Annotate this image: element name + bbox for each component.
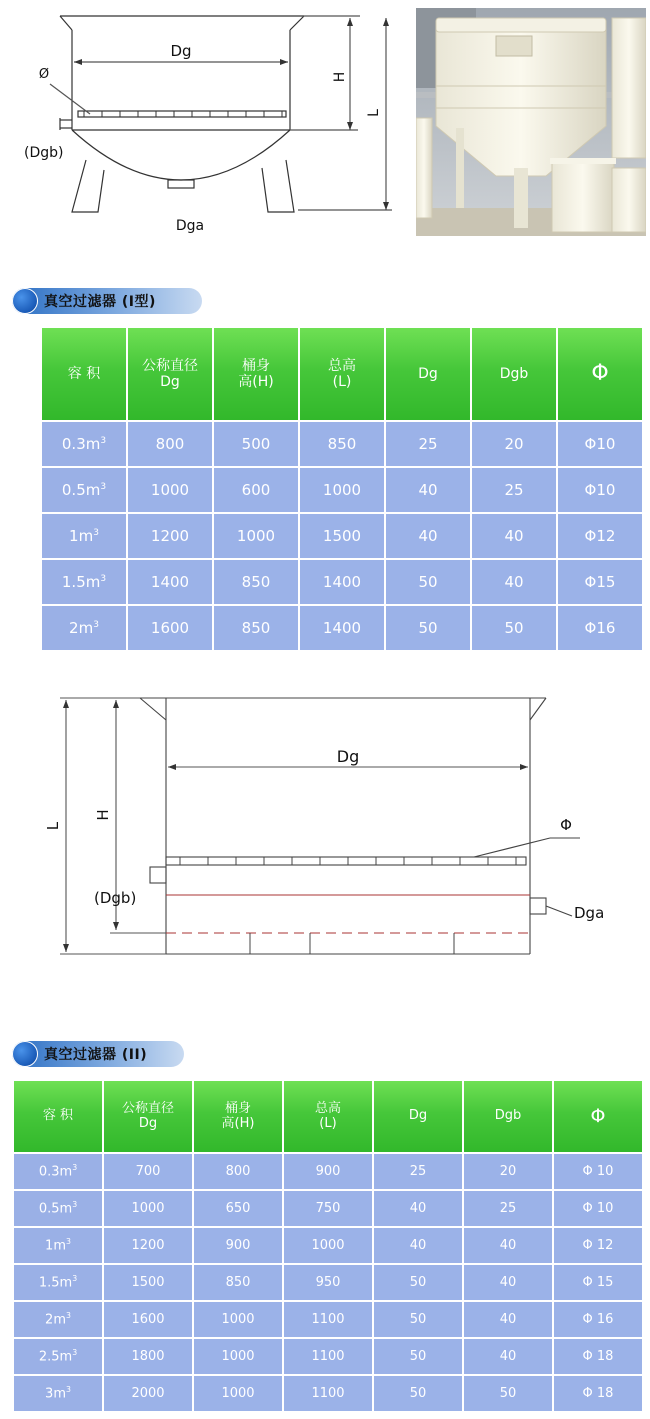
fig2-dg-label: Dg <box>336 747 360 766</box>
cell-dg <box>374 1191 462 1226</box>
table-row <box>42 514 642 558</box>
cell-nominal-diameter-text: 1000 <box>131 1201 165 1216</box>
header-total-height <box>300 328 384 420</box>
cell-volume <box>42 560 126 604</box>
cell-phi <box>554 1154 642 1189</box>
cell-body-height-text: 650 <box>225 1201 251 1216</box>
header-nominal-diameter-line1: 公称直径 <box>121 1100 174 1116</box>
table-row <box>42 560 642 604</box>
cell-dg-text: 40 <box>418 481 438 499</box>
cell-phi <box>554 1265 642 1300</box>
table-row <box>14 1376 642 1411</box>
cell-dg <box>374 1154 462 1189</box>
cell-volume-exponent: 3 <box>72 1200 78 1210</box>
fig1-dga-label: Dga <box>175 218 205 234</box>
cell-dg <box>386 560 470 604</box>
cell-body-height <box>194 1228 282 1263</box>
table-row <box>14 1191 642 1226</box>
cell-nominal-diameter <box>104 1302 192 1337</box>
cell-volume-text: 0.5m <box>61 481 101 499</box>
cell-volume-exponent: 3 <box>100 482 107 492</box>
cell-total-height-text: 1400 <box>322 573 362 591</box>
header-nominal-diameter <box>104 1081 192 1152</box>
cell-total-height-text: 850 <box>327 435 357 453</box>
cell-total-height <box>300 560 384 604</box>
cell-body-height <box>214 514 298 558</box>
header-body-height <box>214 328 298 420</box>
cell-phi <box>558 560 642 604</box>
cell-phi-text: Φ12 <box>584 527 616 545</box>
cell-total-height <box>284 1376 372 1411</box>
cell-total-height <box>300 514 384 558</box>
cell-phi <box>554 1339 642 1374</box>
cell-volume <box>14 1302 102 1337</box>
cell-nominal-diameter-text: 1600 <box>150 619 190 637</box>
cell-dg <box>374 1339 462 1374</box>
fig2-dgb-label: (Dgb) <box>94 889 137 907</box>
cell-body-height-text: 800 <box>225 1164 251 1179</box>
type1-spec-table <box>40 326 644 652</box>
cell-body-height-text: 1000 <box>221 1386 255 1401</box>
header-body-height-line2: 高(H) <box>238 374 274 390</box>
cell-dg-text: 25 <box>409 1164 427 1179</box>
cell-volume-text: 1m <box>45 1238 66 1254</box>
cell-nominal-diameter-text: 1400 <box>150 573 190 591</box>
cell-volume-text: 0.3m <box>61 435 101 453</box>
cell-phi-text: Φ10 <box>584 481 616 499</box>
cell-nominal-diameter <box>104 1154 192 1189</box>
cell-phi-text: Φ 16 <box>582 1312 614 1327</box>
cell-phi <box>554 1191 642 1226</box>
cell-dgb-text: 40 <box>504 573 524 591</box>
cell-phi-text: Φ10 <box>584 435 616 453</box>
cell-dg-text: 50 <box>409 1386 427 1401</box>
cell-total-height-text: 1500 <box>322 527 362 545</box>
fig1-h-label: H <box>332 71 348 83</box>
cell-dgb-text: 50 <box>499 1386 517 1401</box>
cell-total-height-text: 1100 <box>311 1349 345 1364</box>
header-nominal-diameter <box>128 328 212 420</box>
cell-total-height-text: 750 <box>315 1201 341 1216</box>
cell-body-height-text: 850 <box>241 573 271 591</box>
cell-dg <box>386 606 470 650</box>
header-nominal-diameter-line2: Dg <box>138 1115 158 1131</box>
cell-phi <box>558 514 642 558</box>
cell-total-height <box>284 1265 372 1300</box>
cell-nominal-diameter-text: 800 <box>155 435 185 453</box>
cell-volume-text: 0.3m <box>38 1164 73 1180</box>
fig1-l-label: L <box>366 109 382 117</box>
cell-total-height <box>284 1302 372 1337</box>
cell-phi <box>554 1302 642 1337</box>
cell-volume-text: 1.5m <box>38 1275 73 1291</box>
cell-body-height <box>214 606 298 650</box>
cell-body-height-text: 600 <box>241 481 271 499</box>
cell-volume-exponent: 3 <box>65 1311 71 1321</box>
section1-header <box>12 288 202 314</box>
cell-total-height-text: 1000 <box>322 481 362 499</box>
type2-spec-table <box>12 1079 644 1413</box>
cell-volume <box>14 1154 102 1189</box>
cell-nominal-diameter-text: 700 <box>135 1164 161 1179</box>
cell-volume <box>14 1376 102 1411</box>
cell-body-height <box>214 560 298 604</box>
cell-volume <box>14 1339 102 1374</box>
cell-total-height <box>300 606 384 650</box>
cell-dg-text: 40 <box>409 1238 427 1253</box>
cell-dgb-text: 40 <box>499 1349 517 1364</box>
cell-dg-text: 50 <box>409 1312 427 1327</box>
cell-dg <box>374 1265 462 1300</box>
header-total-height-line1: 总高 <box>328 357 356 374</box>
cell-dgb-text: 40 <box>499 1238 517 1253</box>
fig1-dg-label: Dg <box>170 42 192 60</box>
cell-total-height <box>284 1191 372 1226</box>
fig2-phi-label: Φ <box>560 816 572 834</box>
cell-volume-exponent: 3 <box>100 574 107 584</box>
cell-body-height <box>194 1154 282 1189</box>
cell-nominal-diameter-text: 1200 <box>150 527 190 545</box>
cell-body-height <box>194 1191 282 1226</box>
cell-dg <box>386 422 470 466</box>
cell-dg <box>386 468 470 512</box>
cell-total-height-text: 1100 <box>311 1312 345 1327</box>
cell-nominal-diameter <box>128 606 212 650</box>
cell-dgb <box>464 1265 552 1300</box>
filter-tank-photo-icon <box>416 8 646 236</box>
cell-volume-exponent: 3 <box>93 620 99 630</box>
cell-phi-text: Φ 18 <box>582 1386 614 1401</box>
cell-nominal-diameter-text: 1000 <box>150 481 190 499</box>
header-nominal-diameter-line1: 公称直径 <box>142 357 198 374</box>
cell-phi-text: Φ15 <box>584 573 616 591</box>
table-header-row <box>42 328 642 420</box>
table-row <box>14 1265 642 1300</box>
cell-dgb <box>472 560 556 604</box>
cell-volume-exponent: 3 <box>72 1274 78 1284</box>
header-volume: 容 积 <box>42 328 126 420</box>
header-volume: 容 积 <box>14 1081 102 1152</box>
header-dgb: Dgb <box>472 328 556 420</box>
cell-dgb <box>464 1339 552 1374</box>
fig1-dgb-label: (Dgb) <box>24 145 64 161</box>
cell-body-height-text: 850 <box>241 619 271 637</box>
cell-dgb-text: 40 <box>499 1312 517 1327</box>
cell-dg <box>386 514 470 558</box>
table-row <box>42 422 642 466</box>
type1-technical-drawing <box>0 0 410 240</box>
cell-phi-text: Φ 10 <box>582 1201 614 1216</box>
cell-phi-text: Φ 18 <box>582 1349 614 1364</box>
cell-volume-exponent: 3 <box>93 528 99 538</box>
cell-body-height <box>214 422 298 466</box>
cell-dgb-text: 25 <box>504 481 524 499</box>
filter-tank-photo <box>416 8 646 236</box>
section2-bullet-icon <box>12 1041 38 1067</box>
cell-body-height <box>194 1376 282 1411</box>
cell-dgb <box>464 1154 552 1189</box>
cell-phi-text: Φ 10 <box>582 1164 614 1179</box>
table-row <box>42 468 642 512</box>
table-row <box>42 606 642 650</box>
fig1-phi-label: Ø <box>38 67 50 82</box>
cell-volume <box>42 606 126 650</box>
fig2-dga-label: Dga <box>574 904 605 922</box>
cell-phi <box>554 1376 642 1411</box>
cell-dgb <box>472 514 556 558</box>
cell-body-height <box>194 1339 282 1374</box>
cell-volume <box>42 514 126 558</box>
cell-volume-text: 3m <box>45 1386 66 1402</box>
header-phi: Φ <box>558 328 642 420</box>
cell-body-height-text: 500 <box>241 435 271 453</box>
cell-dg-text: 50 <box>409 1275 427 1290</box>
fig2-h-label: H <box>94 809 112 821</box>
cell-dgb <box>464 1376 552 1411</box>
cell-volume-text: 0.5m <box>38 1201 73 1217</box>
cell-dg-text: 25 <box>418 435 438 453</box>
cell-dg <box>374 1302 462 1337</box>
cell-dgb-text: 25 <box>499 1201 517 1216</box>
cell-total-height <box>300 422 384 466</box>
cell-phi-text: Φ 12 <box>582 1238 614 1253</box>
cell-dgb-text: 40 <box>504 527 524 545</box>
cell-nominal-diameter-text: 1200 <box>131 1238 165 1253</box>
table-row <box>14 1339 642 1374</box>
cell-dg-text: 50 <box>418 619 438 637</box>
table-row <box>14 1154 642 1189</box>
header-phi: Φ <box>554 1081 642 1152</box>
cell-volume-text: 2.5m <box>38 1349 73 1365</box>
cell-dgb-text: 20 <box>504 435 524 453</box>
cell-volume-exponent: 3 <box>72 1348 78 1358</box>
cell-dgb <box>464 1228 552 1263</box>
cell-dg <box>374 1376 462 1411</box>
cell-total-height-text: 1100 <box>311 1386 345 1401</box>
cell-dgb <box>472 606 556 650</box>
cell-volume <box>14 1191 102 1226</box>
header-total-height <box>284 1081 372 1152</box>
cell-dg-text: 40 <box>409 1201 427 1216</box>
cell-dgb-text: 40 <box>499 1275 517 1290</box>
cell-nominal-diameter-text: 1600 <box>131 1312 165 1327</box>
cell-phi <box>558 468 642 512</box>
section1-bullet-icon <box>12 288 38 314</box>
header-body-height-line1: 桶身 <box>224 1100 251 1116</box>
cell-total-height-text: 950 <box>315 1275 341 1290</box>
cell-volume-exponent: 3 <box>65 1237 71 1247</box>
cell-phi <box>558 422 642 466</box>
cell-phi <box>558 606 642 650</box>
cell-dg <box>374 1228 462 1263</box>
cell-nominal-diameter-text: 1800 <box>131 1349 165 1364</box>
cell-volume <box>42 468 126 512</box>
header-total-height-line2: (L) <box>319 1115 337 1131</box>
table-row <box>14 1302 642 1337</box>
header-total-height-line1: 总高 <box>314 1100 341 1116</box>
cell-volume-text: 2m <box>69 619 94 637</box>
cell-nominal-diameter <box>128 514 212 558</box>
cell-total-height <box>284 1339 372 1374</box>
cell-body-height <box>214 468 298 512</box>
header-dg: Dg <box>386 328 470 420</box>
cell-volume <box>14 1265 102 1300</box>
cell-total-height-text: 1400 <box>322 619 362 637</box>
table-row <box>14 1228 642 1263</box>
cell-total-height <box>284 1154 372 1189</box>
cell-total-height-text: 900 <box>315 1164 341 1179</box>
section2-title: 真空过滤器 (II) <box>44 1047 148 1063</box>
cell-volume-exponent: 3 <box>72 1163 78 1173</box>
cell-body-height-text: 850 <box>225 1275 251 1290</box>
cell-dg-text: 40 <box>418 527 438 545</box>
cell-nominal-diameter-text: 2000 <box>131 1386 165 1401</box>
fig2-l-label: L <box>44 821 62 831</box>
cell-volume-text: 2m <box>45 1312 66 1328</box>
cell-dgb-text: 50 <box>504 619 524 637</box>
section1-title: 真空过滤器 (Ⅰ型) <box>44 294 156 310</box>
section2-header <box>12 1041 184 1067</box>
cell-dgb <box>464 1191 552 1226</box>
cell-dgb-text: 20 <box>499 1164 517 1179</box>
cell-volume <box>42 422 126 466</box>
cell-volume-exponent: 3 <box>100 436 107 446</box>
header-body-height-line2: 高(H) <box>221 1115 255 1131</box>
cell-body-height-text: 900 <box>225 1238 251 1253</box>
cell-body-height <box>194 1302 282 1337</box>
cell-nominal-diameter <box>128 560 212 604</box>
cell-body-height-text: 1000 <box>236 527 276 545</box>
header-dg: Dg <box>374 1081 462 1152</box>
cell-body-height-text: 1000 <box>221 1349 255 1364</box>
cell-phi-text: Φ 15 <box>582 1275 614 1290</box>
cell-nominal-diameter <box>104 1191 192 1226</box>
header-body-height <box>194 1081 282 1152</box>
cell-phi-text: Φ16 <box>584 619 616 637</box>
cell-dgb <box>472 468 556 512</box>
cell-dgb <box>464 1302 552 1337</box>
cell-volume-text: 1m <box>69 527 94 545</box>
header-nominal-diameter-line2: Dg <box>160 374 180 390</box>
table-header-row <box>14 1081 642 1152</box>
cell-volume <box>14 1228 102 1263</box>
cell-nominal-diameter-text: 1500 <box>131 1275 165 1290</box>
header-dgb: Dgb <box>464 1081 552 1152</box>
cell-dg-text: 50 <box>409 1349 427 1364</box>
cell-phi <box>554 1228 642 1263</box>
cell-total-height-text: 1000 <box>311 1238 345 1253</box>
cell-nominal-diameter <box>104 1265 192 1300</box>
cell-nominal-diameter <box>128 422 212 466</box>
header-body-height-line1: 桶身 <box>242 357 270 374</box>
header-total-height-line2: (L) <box>332 374 352 390</box>
cell-total-height <box>284 1228 372 1263</box>
cell-nominal-diameter <box>104 1339 192 1374</box>
cell-body-height-text: 1000 <box>221 1312 255 1327</box>
cell-body-height <box>194 1265 282 1300</box>
cell-volume-text: 1.5m <box>61 573 101 591</box>
cell-dgb <box>472 422 556 466</box>
type2-technical-drawing <box>0 680 650 970</box>
cell-total-height <box>300 468 384 512</box>
cell-nominal-diameter <box>104 1376 192 1411</box>
cell-dg-text: 50 <box>418 573 438 591</box>
cell-nominal-diameter <box>104 1228 192 1263</box>
cell-volume-exponent: 3 <box>65 1385 71 1395</box>
cell-nominal-diameter <box>128 468 212 512</box>
